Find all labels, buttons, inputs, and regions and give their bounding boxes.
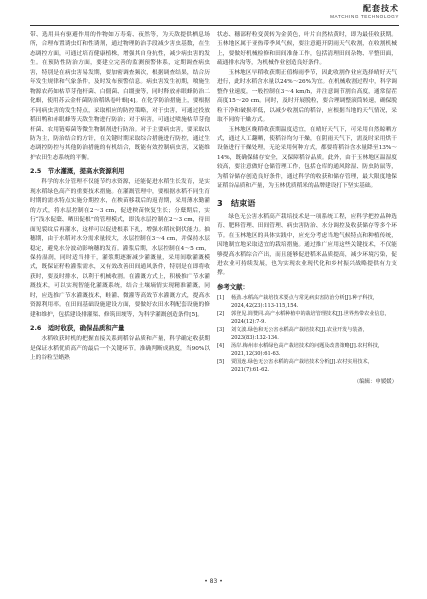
section-heading-2-5: 2.5 节水灌溉，提高水资源利用 [30,167,125,176]
reference-text: 贾国连.绿色无公害水稻的高产栽培技术分析[J].农村实用技术，2021(7):61-62. [231,358,373,373]
page-header [30,3,399,26]
reference-item [217,310,397,326]
reference-number: [5] [217,358,225,365]
reference-number: [1] [217,294,225,301]
reference-number: [4] [217,342,225,349]
reference-text: 杨劲.水稻高产栽培技术要点与常见病虫害防治分析[J].种子科技，2024,42(23):113-115,154. [231,294,378,309]
left-column [30,31,210,364]
reference-text: 刘文波.绿色和无公害水稻高产栽培技术[J].农业开发与装备，2023(83):132-134. [231,326,368,341]
reference-number: [2] [217,310,225,317]
reference-item [217,358,397,374]
right-column [217,31,397,387]
references-heading: 参考文献： [217,282,249,291]
reference-item [217,326,397,342]
editor-note: （编辑：申媛媛） [353,378,397,385]
conclusion-heading: 3 结束语 [217,197,256,208]
paragraph: 绿色无公害水稻高产栽培技术是一项系统工程，应科学把控品种选育、肥料管理、田间管理、病虫害防治、水分调控及收获储存等多个环节。在玉林地区的具体实践中，应充分考虑当地气候特点和种植传统，因地制宜地采取适宜的栽培措施。通过推广应用这些关键技术，不仅能够提高水稻综合产出，而且能够促进稻米品质提高，减少环境污染，促进农业可持续发展，也为实现农业现代化和乡村振兴战略提供有力支撑。 [217,213,397,277]
reference-item [217,294,397,310]
reference-text: 郭登见.简赞同.高产水稻种植中的栽培管理技术[J].世界热带农业信息，2024(12):7-9. [231,310,390,325]
reference-number: [3] [217,326,225,333]
paragraph: 状态、穗部籽粒变黄转为金黄色，叶片自然枯黄时，即为最佳收获期。玉林地区属于亚热带季风气候，要注意避开阴雨天气收割，在收割机械上，要做好机械检修和田间准备工作，包括清理田间杂物、平整田面，疏通排水沟等，为机械作业创造良好条件。 [217,32,397,67]
paragraph: 水稻收获时机的把握直接关系到稻谷品质和产量，科学确定收获期是保证水稻优质高产的最后一个关键环节。准确判断成熟度，当90%以上的谷粒呈蜡熟 [30,336,210,362]
page-number: • 83 • [204,578,223,585]
paragraph: 科学的水分管理不仅能节约水资源，还能促进水稻生长发育，是实现水稻绿色高产的重要技术措施。在灌溉管理中，要根据水稻不同生育时期的需水特点实施分期控水，在秧苗移栽后的返青期，采用薄水勤灌的方式，将水层控制在2～3 cm，促进秧苗恢复生长；分蘖期后，实行“浅水促蘖、晒田促根”的管理模式，即浅水层控制在2～3 cm，待田面见裂纹后再灌水，这样可以促进根系下扎，增强水稻抗倒伏能力。抽穗期，由于水稻对水分需求量较大，水层控制在3～4 cm，并保持水层稳定，避免水分波动影响穗的发育。灌浆后期，水层控制在4～5 cm，保持湿润，同时适当排干，灌浆期逐渐减少灌溉量，采用间歇灌溉模式，既保证籽粒灌浆需水，又有效改善田间通风条件，特别是在即将收获时，要及时排水，以利于机械收割。在灌溉方式上，积极推广节水灌溉技术，可以实现智能化灌溉系统，结合土壤墒情实现精准灌溉，同时，应选推广节水灌溉技术，畦灌、微灌等高效节水灌溉方式，提高水资源利用率。在田间基础设施建设方面，要做好农田水利配套设施的修建和维护，包括建设排灌渠、修筑田埂等，为科学灌溉创造条件[5]。 [30,179,210,318]
section-title: 配套技术 [363,4,399,13]
paragraph: 带、选用具有驱避作用的作物如万寿菊、夜然等，为天敌提供栖息场所，合理布置诱虫灯和性诱剂，通过物理防治手段减少害虫基数，在生态调控方面，可通过培育健康植株，增强其自身抗性，减少病虫害的发生。在预防性防治方面，要建立完善的监测预警体系，定期调查病虫害，特别是在病虫害易发期，要加密调查频次，根据调查结果，结合历年发生规律和气象条件，及时发布预警信息。病虫害发生初期，喷施生物源农药如枯草芽孢杆菌、白僵菌、白缰蚕等，同时释放赤眼蜂防治二化螟，使用苏云金杆菌防治稻纵卷叶螟[4]。在化学防治措施上，要根据不同病虫害的发生特点，采取相应的防控策略，对于虫害，可通过投放稻田鸭和赤眼蜂等天敌生物进行防治；对于病害，可通过喷施枯草芽孢杆菌、农用链霉菌等微生物制剂进行防治。对于主要病虫害，要采取以防为主，防治结合的方针，在关键时期采取综合措施进行防控，通过生态调控防控与其他防治措施的有机结合，既能有效控制病虫害，又能维护农田生态系统的平衡。 [30,32,210,161]
reference-item [217,342,397,358]
paragraph: 玉林地区晚稻收获期温度适宜，在晴好天气下，可采用自然晾晒方式，通过人工翻晒，使稻谷均匀干燥，在阴雨天气下，需及时采用烘干设备进行干燥处理，无论采用何种方式，都要将稻谷含水量降至13%～14%，既确保储存安全，又保障稻谷品质。此外，由于玉林地区温湿度较高，要注意做好仓储管理工作，包括仓库的通风除湿、防虫防鼠等，为稻谷储存创造良好条件，通过科学的收获和储存管理，最大限度地保证稻谷品质和产量，为玉林优质稻米的品牌建设打下坚实基础。 [217,126,397,190]
section-heading-2-6: 2.6 适时收获，确保品质和产量 [30,324,125,333]
section-subtitle: MATCHING TECHNOLOGY [330,14,399,19]
reference-list [217,294,397,374]
reference-text: 汤岸.梅州市水稻绿色高产栽培技术的问题及改善策略[J].农村科技，2021,12(30):61-63. [231,342,383,357]
paragraph: 玉林地区早稻收获期正值梅雨季节，因此收割作业应选择晴好天气进行，此时水稻含水量以24%～26%为宜。在机械收割过程中，科学调整作业速度，一般控制在3～4 km/h，并注意调节割台高度，通常留茬高度15～20 cm。同时，及时开展脱粒，要合理调整滚筒转速，确保脱粒干净和破损率低，以减少收割后的稻谷，应根据当地的天气情况，采取不同的干燥方式。 [217,69,397,124]
